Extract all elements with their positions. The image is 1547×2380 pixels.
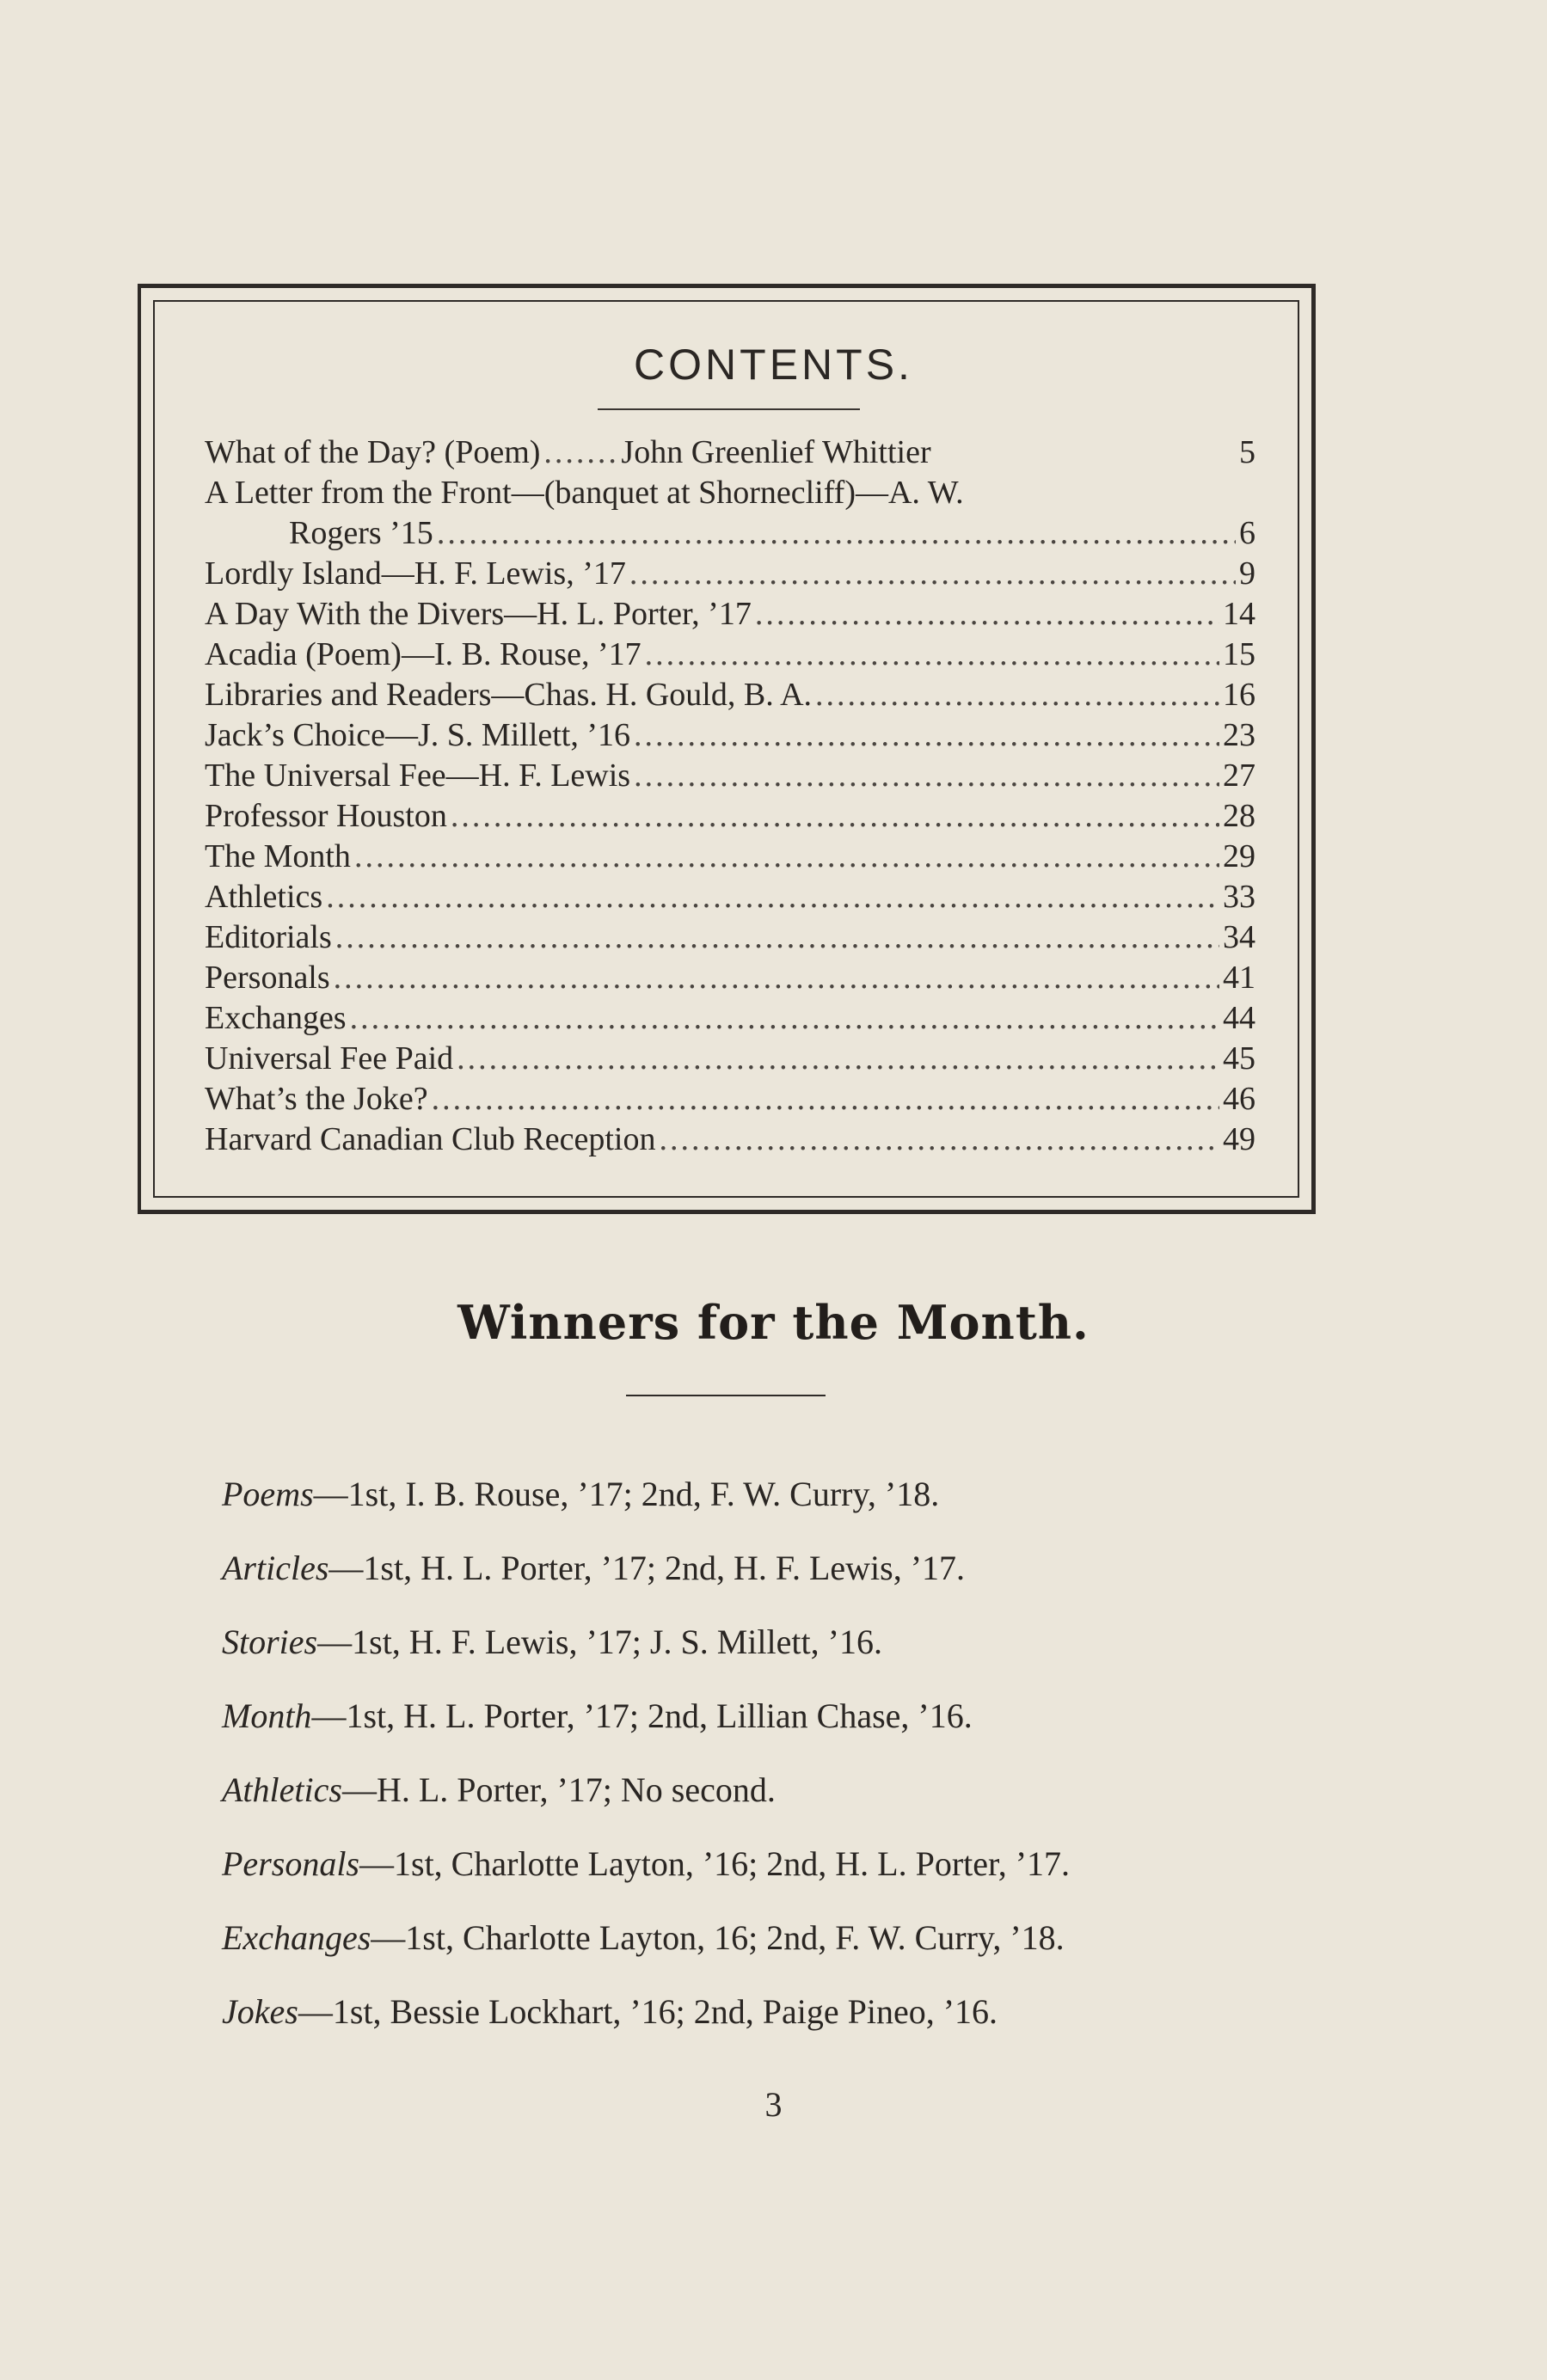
toc-leader-dots [335,917,1219,958]
toc-entry [205,756,1255,796]
toc-entry [205,998,1255,1039]
toc-entry-title: Acadia (Poem)—I. B. Rouse, ’17 [205,636,642,672]
winners-title: Winners for the Month. [457,1295,1090,1350]
toc-entry-page: 44 [1223,1000,1255,1036]
toc-leader-dots [437,513,1236,554]
winners-item [222,1753,1070,1827]
toc-entry-page: 14 [1223,596,1255,632]
toc-entry [205,594,1255,635]
toc-entry-page: 16 [1223,677,1255,713]
toc-entry-title: A Letter from the Front—(banquet at Shornecliff)—A. W. [205,475,964,511]
toc-entry [205,554,1255,594]
toc-entry [205,917,1255,958]
toc-entry [205,675,1255,715]
toc-leader-dots [755,594,1219,635]
toc-entry [205,513,1255,554]
winners-category: Poems [222,1475,314,1513]
toc-entry [205,1119,1255,1160]
toc-leader-dots [354,837,1219,877]
toc-leader-dots [815,675,1219,715]
toc-leader-dots [334,958,1219,998]
toc-entry-page: 46 [1223,1081,1255,1117]
toc-leader-dots [543,432,617,473]
title-rule [598,408,860,410]
winners-category: Exchanges [222,1918,371,1957]
winners-rule [626,1395,826,1396]
winners-text: —1st, H. L. Porter, ’17; 2nd, Lillian Chase, ’16. [311,1696,973,1735]
toc-entry-page: 33 [1223,879,1255,915]
winners-item [222,1901,1070,1975]
toc-entry [205,432,1255,473]
toc-entry [205,1079,1255,1119]
toc-entry [205,635,1255,675]
toc-leader-dots [457,1039,1219,1079]
toc-entry-title: Lordly Island—H. F. Lewis, ’17 [205,555,626,592]
winners-item [222,1605,1070,1679]
toc-entry [205,715,1255,756]
toc-entry-title: What’s the Joke? [205,1081,428,1117]
toc-entry-page: 45 [1223,1040,1255,1077]
toc-leader-dots [629,554,1236,594]
toc-entry-title: Rogers ’15 [289,515,433,551]
toc-entry-author: John Greenlief Whittier [621,434,931,470]
winners-category: Jokes [222,1992,298,2031]
winners-item [222,1975,1070,2049]
toc-entry [205,837,1255,877]
winners-list [222,1457,1070,2049]
toc-entry-title: Editorials [205,919,332,955]
toc-entry [205,796,1255,837]
toc-entry-page: 29 [1223,838,1255,874]
winners-item [222,1827,1070,1901]
winners-text: —1st, H. F. Lewis, ’17; J. S. Millett, ’16. [317,1622,882,1661]
toc-entry [205,877,1255,917]
toc-entry [205,473,1255,513]
toc-leader-dots [645,635,1219,675]
toc-leader-dots [451,796,1219,837]
winners-text: —1st, Bessie Lockhart, ’16; 2nd, Paige Pineo, ’16. [298,1992,998,2031]
toc-entry-title: The Month [205,838,351,874]
toc-entry-title: Athletics [205,879,323,915]
winners-category: Personals [222,1844,359,1883]
toc-entry-page: 15 [1223,636,1255,672]
winners-item [222,1531,1070,1605]
toc-entry-page: 9 [1239,555,1255,592]
toc-entry-page: 28 [1223,798,1255,834]
page-number: 3 [764,2085,783,2124]
toc-leader-dots [432,1079,1219,1119]
toc-leader-dots [634,715,1219,756]
winners-category: Articles [222,1549,329,1587]
toc-leader-dots [326,877,1219,917]
winners-text: —1st, Charlotte Layton, 16; 2nd, F. W. Curry, ’18. [371,1918,1065,1957]
toc-entry-title: Jack’s Choice—J. S. Millett, ’16 [205,717,631,753]
winners-item [222,1679,1070,1753]
toc-leader-dots [659,1119,1219,1160]
toc-entry-page: 34 [1223,919,1255,955]
toc-entry-page: 49 [1223,1121,1255,1157]
toc-leader-dots [350,998,1219,1039]
toc-entry-page: 5 [1239,434,1255,470]
winners-text: —1st, H. L. Porter, ’17; 2nd, H. F. Lewis, ’17. [328,1549,966,1587]
toc-entry-title: What of the Day? (Poem) [205,434,541,470]
toc-entry-title: Professor Houston [205,798,447,834]
toc-entry [205,958,1255,998]
toc-entry-page: 6 [1239,515,1255,551]
contents-title: CONTENTS. [634,340,913,389]
winners-category: Stories [222,1622,318,1661]
winners-category: Month [222,1696,312,1735]
toc-entry-page: 23 [1223,717,1255,753]
toc-entry-page: 41 [1223,960,1255,996]
winners-category: Athletics [222,1770,342,1809]
toc-entry-title: Universal Fee Paid [205,1040,454,1077]
winners-text: —1st, I. B. Rouse, ’17; 2nd, F. W. Curry, ’18. [313,1475,940,1513]
winners-item [222,1457,1070,1531]
toc-entry-title: The Universal Fee—H. F. Lewis [205,758,631,794]
toc-entry-title: Personals [205,960,330,996]
toc-entry-title: Libraries and Readers—Chas. H. Gould, B. A. [205,677,813,713]
contents-list [205,432,1255,1160]
toc-entry-title: A Day With the Divers—H. L. Porter, ’17 [205,596,752,632]
toc-entry-page: 27 [1223,758,1255,794]
toc-entry-title: Exchanges [205,1000,347,1036]
winners-text: —H. L. Porter, ’17; No second. [341,1770,776,1809]
toc-entry [205,1039,1255,1079]
toc-leader-dots [634,756,1219,796]
winners-text: —1st, Charlotte Layton, ’16; 2nd, H. L. Porter, ’17. [359,1844,1071,1883]
toc-entry-title: Harvard Canadian Club Reception [205,1121,656,1157]
